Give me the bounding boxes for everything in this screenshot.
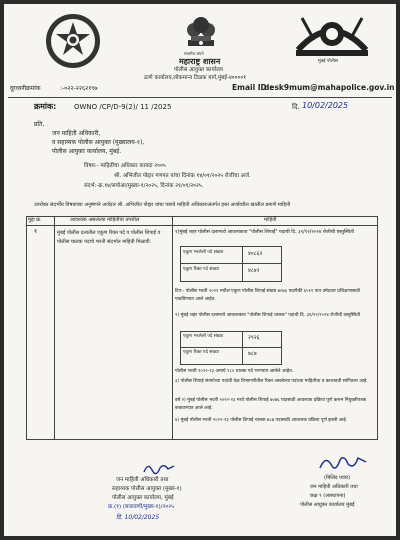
- left-sign-line2: सहाय्यक पोलीस आयुक्त (मुख्य-१): [112, 486, 182, 492]
- info-para4: पोलीस भरती २०२२-२३ अन्वये ९८० चालक पदे भरण्यात आलेले आहेत.: [175, 369, 294, 374]
- addressee-prati: प्रति,: [34, 121, 45, 128]
- driver-vacant-value: ७८७: [248, 351, 257, 357]
- right-logo-caption: मुंबई पोलीस: [318, 59, 338, 64]
- header-divider: [8, 97, 392, 98]
- vacant-posts-value: ४८४२: [248, 268, 260, 274]
- left-sign-line1: जन माहिती अधिकारी तथा: [116, 477, 169, 483]
- police-crest-logo: [288, 10, 376, 58]
- reference-value: OWNO /CP/D-9(2)/ 11 /2025: [74, 103, 172, 111]
- phone-label: दूरध्वनीक्रमांक: [10, 85, 41, 92]
- addressee-line: पोलीस आयुक्त कार्यालय, मुंबई.: [52, 148, 122, 155]
- row-number: १: [34, 228, 38, 235]
- info-para3: २) मुंबई शहर पोलीस दलामध्ये आवश्यकता "पोलीस शिपाई चालक" पदाची दि. ३१/१२/२०२४ रोजीची वस्तुस्थिती: [175, 313, 361, 318]
- right-sign-line4: पोलीस आयुक्त कार्यालय मुंबई: [300, 502, 355, 508]
- filled-posts-label: एकूण भरलेली पदे संख्या: [183, 250, 224, 255]
- date-label: दि.: [292, 103, 300, 111]
- office-address: ठाणे कार्यालय,लोकमान्य टिळक मार्ग,मुंबई-४००००१: [144, 75, 247, 81]
- driver-filled-label: एकूण भरलेली पदे संख्या: [183, 334, 224, 339]
- subject-line2: श्री. अभिजीत पोद्दार गणपत यांचा दिनांक १४/०१/२०२५ रोजीचा अर्ज.: [114, 173, 251, 179]
- subject-sandarbh: संदर्भ:-क्र.१४/सपोआ/मुख्या-१/२०२५, दिनांक २१/०१/२०२५.: [84, 183, 204, 189]
- table-header-info: माहिती: [264, 217, 277, 223]
- info-para2: टिप:- पोलीस भरती २०२१ मधील एकूण पोलीस शिपाई संख्या ७०७६ पदापैकी ६५१२ पात्र उमेदवार प्रशिक्षणासाठी पाठविण्यात आले आहेत.: [175, 289, 361, 302]
- office-name: पोलीस आयुक्त कार्यालय: [174, 67, 223, 73]
- right-signature: [318, 452, 368, 474]
- left-signature: [142, 460, 176, 476]
- addressee-line: जन माहिती अधिकारी,: [52, 130, 101, 137]
- driver-vacant-label: एकूण रिक्त पदे संख्या: [183, 350, 219, 355]
- info-para7: ४) मुंबई पोलीस भरती २०२२-२३ पोलीस शिपाई चालक ७८७ पदासाठी आवश्यक प्रक्रिया पूर्ण झाली आहे.: [175, 418, 348, 423]
- body-text: उपरोक्त संदर्भीय विषयाच्या अनुषंगाने अर्जदार श्री. अभिजीत पोद्दार यांचा पत्राचे माहिती अधिकाराअंतर्गत हस्त अर्जावरील खालील प्रमाणे माहिती: [34, 202, 291, 208]
- document-page: [4, 4, 396, 536]
- emblem-caption: सत्यमेव जयते: [184, 51, 204, 56]
- filled-posts-value: ४०८६२: [248, 251, 263, 257]
- info-intro: १)मुंबई शहर पोलीस दलामध्ये आवश्यकता "पोलीस शिपाई" पदाची दि. ३१/१२/२०२४ रोजीची वस्तुस्थिती: [175, 230, 354, 235]
- reference-label: क्रमांक:: [34, 102, 57, 111]
- govt-title: महाराष्ट्र शासन: [179, 57, 221, 66]
- subject-vishay: विषय:- माहितीचा अधिकार कायदा २००५: [84, 163, 166, 169]
- email-value: desk9mum@mahapolice.gov.in: [264, 83, 395, 92]
- info-para6: वर्ष २) मुंबई पोलीस भरती २०२२-२३ मध्ये पोलीस शिपाई ७०७६ पदासाठी आवश्यक प्रक्रिया पूर्ण करून नियुक्तीपत्रक बजावण्यात आले आहे.: [175, 398, 367, 411]
- national-emblem: [182, 10, 220, 54]
- right-sign-line3: कक्ष ९ (आस्थापना): [310, 493, 346, 499]
- table-header-request: आवश्यक असलेल्या माहितीचा तपशील: [70, 217, 140, 223]
- addressee-line: व सहाय्यक पोलीस आयुक्त (मुख्यालय-१),: [52, 139, 145, 146]
- vacant-posts-label: एकूण रिक्त पदे संख्या: [183, 267, 219, 272]
- right-sign-line2: जन माहिती अधिकारी तथा: [310, 484, 358, 490]
- phone-value: :-०२२-२२६२१९७: [60, 85, 98, 92]
- request-text: मुंबई पोलीस दलातील एकूण रिक्त पदे व पोलीस शिपाई व पोलीस चालक पदाचे भरती संदर्भात माहिती मिळावी.: [57, 230, 161, 245]
- date-value: 10/02/2025: [302, 101, 349, 110]
- left-sign-date: दि. 10/02/2025: [116, 514, 160, 521]
- mumbai-police-logo: [44, 12, 102, 70]
- right-sign-line1: (मिलिंद पवार): [324, 475, 351, 481]
- left-sign-line4: क्र.(१) (बजावणी/मुख्य-१)/२०२५: [108, 504, 174, 510]
- driver-filled-value: २९२६: [248, 335, 260, 341]
- table-header-number: मुद्दा क्र.: [28, 217, 42, 223]
- email-label: Email ID :: [232, 83, 273, 92]
- left-sign-line3: पोलीस आयुक्त कार्यालय, मुंबई: [112, 495, 174, 501]
- info-para5: ३) पोलीस शिपाई संवर्गाच्या पदांची वेळ विभागणीतील रिक्त असलेल्या पदांच्या माहितीचा व कालावधी सांगितला आहे.: [175, 379, 368, 384]
